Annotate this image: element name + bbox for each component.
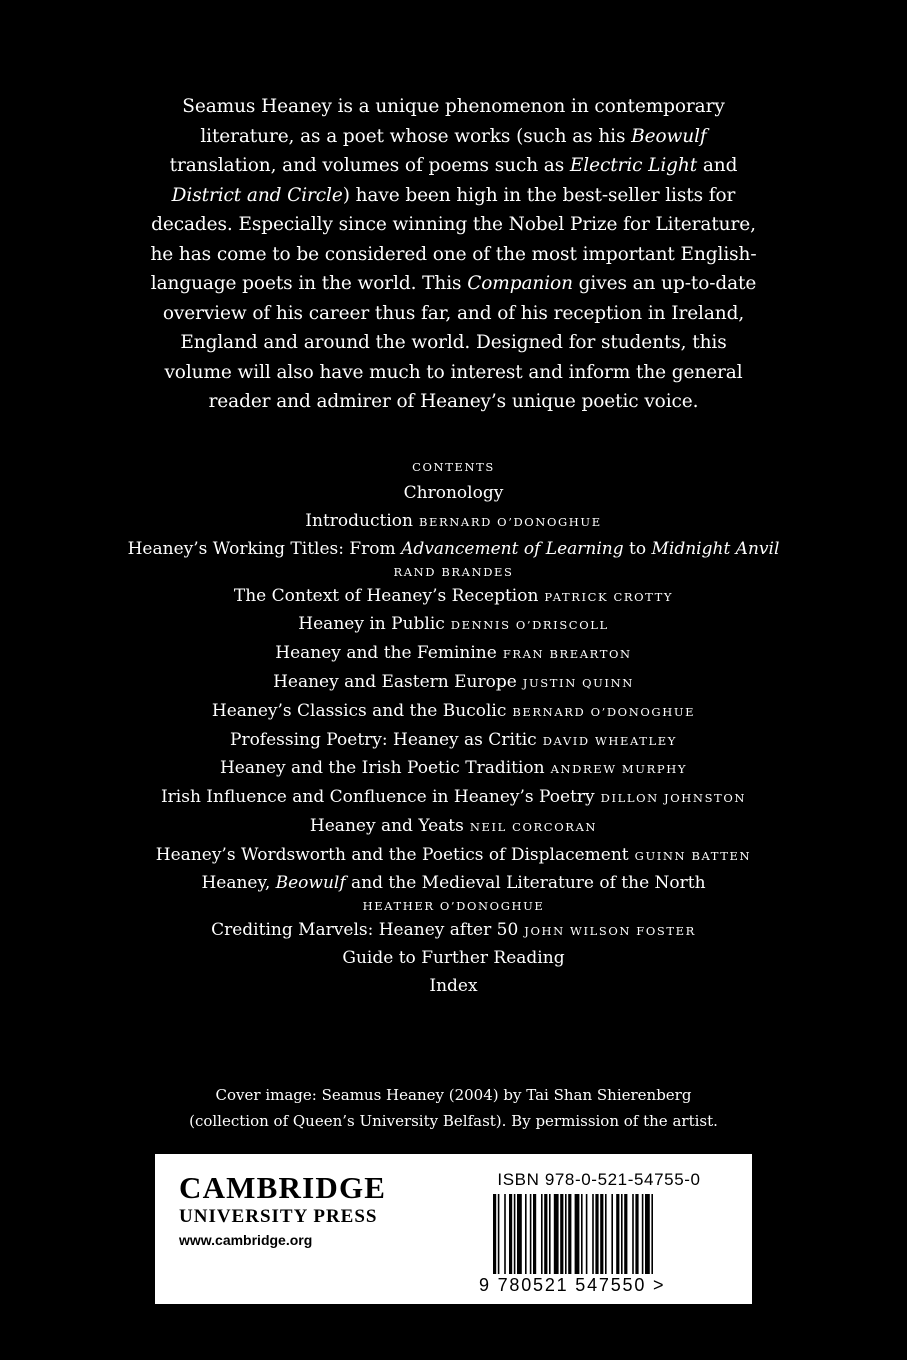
barcode-bar <box>621 1194 623 1274</box>
toc-title: Irish Influence and Confluence in Heaney’s Poetry <box>160 787 595 808</box>
title-electric-light: Electric Light <box>569 155 698 176</box>
toc-entry <box>60 842 847 871</box>
toc-author: BERNARD O’DONOGHUE <box>512 704 696 719</box>
toc-author: DENNIS O’DRISCOLL <box>450 618 609 633</box>
barcode-bar <box>493 1194 496 1274</box>
title-district-and-circle: District and Circle <box>171 184 343 206</box>
toc-entry <box>60 727 847 756</box>
barcode-bar <box>533 1194 536 1274</box>
barcode-bar <box>611 1194 613 1274</box>
toc-author: JUSTIN QUINN <box>522 675 634 690</box>
barcode-bar <box>581 1194 583 1274</box>
barcode-bar <box>595 1194 598 1274</box>
toc-author: DILLON JOHNSTON <box>600 791 747 806</box>
toc-entry <box>60 813 847 842</box>
toc-entry <box>60 871 847 917</box>
toc-title: Chronology <box>403 483 504 503</box>
barcode-bar <box>592 1194 594 1274</box>
contents-heading: CONTENTS <box>412 460 495 474</box>
toc-title: Index <box>429 976 478 997</box>
toc-author: ANDREW MURPHY <box>550 762 688 777</box>
toc-entry <box>60 611 847 640</box>
toc-entry <box>60 669 847 698</box>
barcode-bar <box>554 1194 559 1274</box>
publisher-logo <box>179 1170 386 1252</box>
toc-author: DAVID WHEATLEY <box>542 733 677 748</box>
barcode-bar <box>509 1194 512 1274</box>
publisher-url: www.cambridge.org <box>179 1232 313 1248</box>
toc-title: Heaney’s Wordsworth and the Poetics of Displacement <box>155 844 629 865</box>
publisher-band <box>155 1154 752 1304</box>
toc-title: Introduction <box>305 510 413 531</box>
toc-title: Heaney in Public <box>298 614 445 635</box>
publisher-name: CAMBRIDGE <box>179 1170 387 1205</box>
toc-title: Professing Poetry: Heaney as Critic <box>230 729 537 750</box>
toc-author: FRAN BREARTON <box>502 647 632 662</box>
title-companion: Companion <box>467 273 573 294</box>
toc-title: Crediting Marvels: Heaney after 50 <box>211 919 519 940</box>
barcode-bar <box>498 1194 500 1274</box>
barcode-bar <box>651 1194 653 1274</box>
barcode-bar <box>635 1194 638 1274</box>
barcode-bar <box>600 1194 603 1274</box>
barcode-bar <box>525 1194 527 1274</box>
toc-entry <box>60 583 847 612</box>
barcode-bar <box>642 1194 644 1274</box>
toc-author: PATRICK CROTTY <box>544 589 674 604</box>
toc-title: Guide to Further Reading <box>342 948 565 969</box>
barcode-bar <box>560 1194 563 1274</box>
barcode-bar <box>544 1194 547 1274</box>
barcode-bar <box>504 1194 506 1274</box>
barcode <box>479 1194 719 1274</box>
barcode-bar <box>565 1194 567 1274</box>
toc-entry <box>60 640 847 669</box>
toc-title: Heaney’s Classics and the Bucolic <box>211 700 507 721</box>
toc-title: Heaney and the Irish Poetic Tradition <box>219 758 545 779</box>
publisher-subname: UNIVERSITY PRESS <box>179 1206 378 1227</box>
barcode-bar <box>568 1194 571 1274</box>
barcode-bar <box>632 1194 634 1274</box>
barcode-digits: 9 780521 547550 > <box>479 1275 666 1295</box>
contents-list <box>60 458 847 1001</box>
toc-author: RAND BRANDES <box>393 564 514 579</box>
barcode-bar <box>624 1194 627 1274</box>
toc-entry <box>60 755 847 784</box>
barcode-bar <box>549 1194 551 1274</box>
barcode-bar <box>645 1194 650 1274</box>
toc-entry <box>60 537 847 583</box>
barcode-bar <box>586 1194 588 1274</box>
toc-entry <box>60 480 847 508</box>
cover-image-credit: Cover image: Seamus Heaney (2004) by Tai Shan Shierenberg (collection of Queen’s University Belfast). By permission of the artist. <box>189 1086 718 1130</box>
title-beowulf: Beowulf <box>631 125 707 147</box>
toc-title: Heaney, Beowulf and the Medieval Literature of the North <box>201 872 706 893</box>
isbn-block <box>479 1170 719 1295</box>
barcode-bar <box>605 1194 607 1274</box>
barcode-bar <box>514 1194 516 1274</box>
isbn-label: ISBN 978-0-521-54755-0 <box>497 1170 701 1189</box>
barcode-bar <box>541 1194 543 1274</box>
toc-author: GUINN BATTEN <box>634 848 752 863</box>
barcode-bar <box>616 1194 619 1274</box>
description-blurb: Seamus Heaney is a unique phenomenon in contemporary literature, as a poet whose works (such as his Beowulf translation, and volumes of poems such as Electric Light and District and Circle) have been high in the best-seller lists for decades. Especially since winning the Nobel Prize for Literature, he has come to be considered one of the most important English-language poets in the world. This Companion gives an up-to-date overview of his career thus far, and of his reception in Ireland, England and around the world. Designed for students, this volume will also have much to interest and inform the general reader and admirer of Heaney’s unique poetic voice. <box>150 96 757 412</box>
toc-title: Heaney’s Working Titles: From Advancement of Learning to Midnight Anvil <box>127 538 780 559</box>
barcode-bar <box>517 1194 522 1274</box>
toc-title: Heaney and the Feminine <box>275 643 497 664</box>
toc-author: JOHN WILSON FOSTER <box>524 923 696 938</box>
toc-entry <box>60 784 847 813</box>
toc-title: The Context of Heaney’s Reception <box>233 585 539 606</box>
toc-entry <box>60 917 847 946</box>
toc-entry <box>60 945 847 973</box>
toc-author: BERNARD O’DONOGHUE <box>418 514 602 529</box>
toc-title: Heaney and Yeats <box>309 815 464 836</box>
toc-author: HEATHER O’DONOGHUE <box>362 898 545 913</box>
barcode-bar <box>575 1194 580 1274</box>
barcode-bar <box>530 1194 532 1274</box>
toc-entry <box>60 508 847 537</box>
toc-entry <box>60 973 847 1001</box>
toc-entry <box>60 698 847 727</box>
toc-author: NEIL CORCORAN <box>469 819 598 834</box>
toc-title: Heaney and Eastern Europe <box>273 671 517 692</box>
